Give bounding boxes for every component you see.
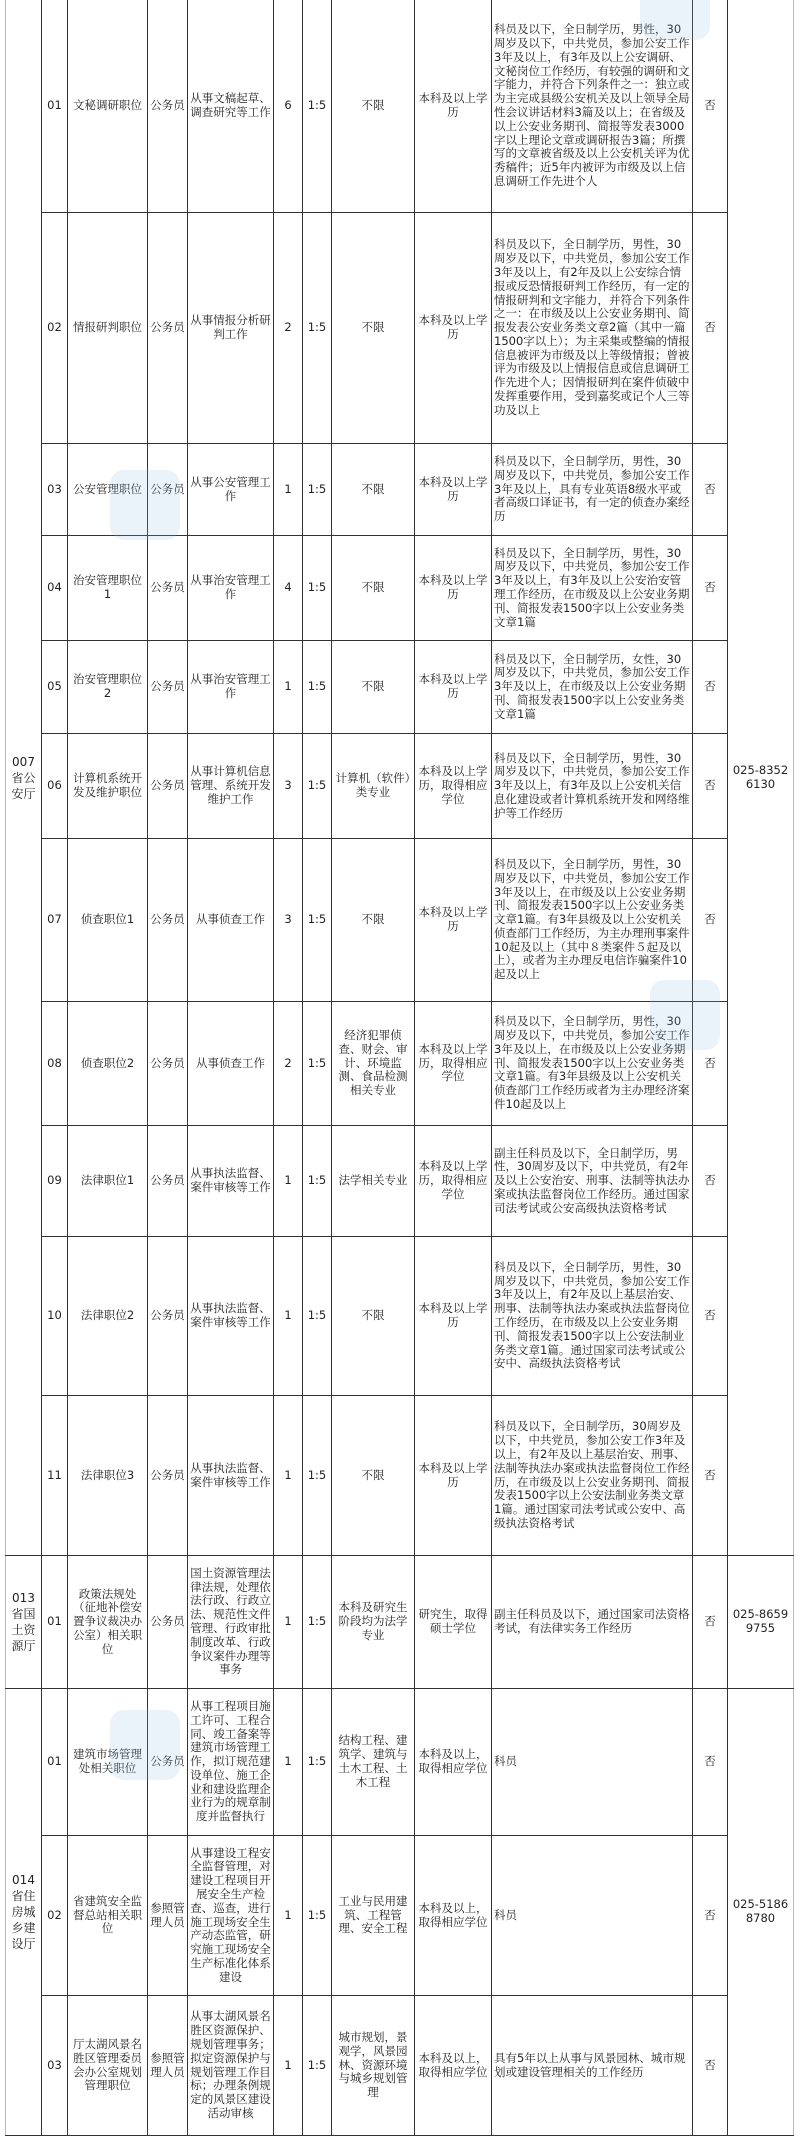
count-cell: 1: [274, 641, 303, 734]
edu-cell: 本科及以上学历: [415, 0, 492, 213]
edu-cell: 本科及以上学历: [415, 641, 492, 734]
department-code: 014: [12, 1873, 35, 1887]
major-cell: 不限: [332, 536, 415, 641]
ratio-cell: 1:5: [303, 641, 332, 734]
count-cell: 4: [274, 536, 303, 641]
department-code: 007: [12, 754, 35, 769]
major-cell: 工业与民用建筑、工程管理、安全工程: [332, 1836, 415, 1996]
edu-cell: 本科及以上学历，取得相应学位: [415, 734, 492, 839]
major-cell: 城市规划，景观学，风景园林、资源环境与城乡规划管理: [332, 1996, 415, 2136]
major-cell: 不限: [332, 213, 415, 444]
ratio-cell: 1:5: [303, 536, 332, 641]
duty-cell: 从事治安管理工作: [188, 641, 274, 734]
duty-cell: 从事文稿起草、调查研究等工作: [188, 0, 274, 213]
name-cell: 法律职位1: [68, 1126, 148, 1237]
code-cell: 06: [42, 734, 68, 839]
department-cell: [6, 0, 42, 1556]
name-cell: 治安管理职位2: [68, 641, 148, 734]
type-cell: 公务员: [148, 839, 188, 1002]
type-cell: 公务员: [148, 444, 188, 536]
exam-cell: 否: [693, 1126, 728, 1237]
other-cell: 科员及以下，全日制学历，男性，30周岁及以下，中共党员，参加公安工作3年及以上，在市级及以上公安业务期刊、简报发表1500字以上公安业务类文章1篇。有3年县级及以上公安机关侦查部门工作经历或者为主办理经济案件10起及以上: [492, 1002, 693, 1126]
ratio-cell: 1:5: [303, 1237, 332, 1396]
count-cell: 2: [274, 213, 303, 444]
count-cell: 1: [274, 1996, 303, 2136]
table-row: [6, 444, 794, 536]
table-row: [6, 734, 794, 839]
other-cell: 科员及以下，全日制学历，女性，30周岁及以下，中共党员，参加公安工作3年及以上，在市级及以上公安业务期刊、简报发表1500字以上公安业务类文章1篇: [492, 641, 693, 734]
type-cell: 公务员: [148, 1689, 188, 1836]
type-cell: 公务员: [148, 734, 188, 839]
count-cell: 3: [274, 839, 303, 1002]
code-cell: 08: [42, 1002, 68, 1126]
major-cell: 不限: [332, 1237, 415, 1396]
exam-cell: 否: [693, 1996, 728, 2136]
table-row: [6, 1002, 794, 1126]
name-cell: 省建筑安全监督总站相关职位: [68, 1836, 148, 1996]
table-row: [6, 1689, 794, 1836]
other-cell: 科员及以下，全日制学历，男性，30周岁及以下，中共党员，参加公安工作3年及以上，有3年及以上公安治安管理工作经历，在市级及以上公安业务期刊、简报发表1500字以上公安业务类文章1篇: [492, 536, 693, 641]
name-cell: 政策法规处（征地补偿安置争议裁决办公室）相关职位: [68, 1556, 148, 1689]
table-row: [6, 1836, 794, 1996]
other-cell: 科员及以下，全日制学历，男性，30周岁及以下，中共党员，参加公安工作3年及以上，具有专业英语8级水平或者高级口译证书，有一定的侦查办案经历: [492, 444, 693, 536]
department-name: 省公安厅: [11, 770, 36, 801]
code-cell: 10: [42, 1237, 68, 1396]
edu-cell: 本科及以上学历: [415, 839, 492, 1002]
edu-cell: 本科及以上学历: [415, 1237, 492, 1396]
ratio-cell: 1:5: [303, 839, 332, 1002]
department-cell: [6, 1556, 42, 1689]
name-cell: 法律职位2: [68, 1237, 148, 1396]
code-cell: 01: [42, 1556, 68, 1689]
type-cell: 公务员: [148, 1396, 188, 1556]
name-cell: 建筑市场管理处相关职位: [68, 1689, 148, 1836]
major-cell: 本科及研究生阶段均为法学专业: [332, 1556, 415, 1689]
edu-cell: 本科及以上学历: [415, 536, 492, 641]
ratio-cell: 1:5: [303, 734, 332, 839]
count-cell: 1: [274, 1556, 303, 1689]
count-cell: 3: [274, 734, 303, 839]
edu-cell: 本科及以上学历，取得相应学位: [415, 1002, 492, 1126]
ratio-cell: 1:5: [303, 0, 332, 213]
department-code: 013: [12, 1591, 35, 1605]
name-cell: 文秘调研职位: [68, 0, 148, 213]
duty-cell: 从事公安管理工作: [188, 444, 274, 536]
code-cell: 02: [42, 1836, 68, 1996]
duty-cell: 从事情报分析研判工作: [188, 213, 274, 444]
exam-cell: 否: [693, 641, 728, 734]
code-cell: 02: [42, 213, 68, 444]
name-cell: 法律职位3: [68, 1396, 148, 1556]
ratio-cell: 1:5: [303, 213, 332, 444]
edu-cell: 本科及以上学历: [415, 213, 492, 444]
other-cell: 科员: [492, 1689, 693, 1836]
duty-cell: 从事侦查工作: [188, 839, 274, 1002]
code-cell: 01: [42, 1689, 68, 1836]
code-cell: 03: [42, 1996, 68, 2136]
table-row: [6, 1237, 794, 1396]
phone-cell: 025-83526130: [728, 0, 794, 1556]
count-cell: 1: [274, 1836, 303, 1996]
duty-cell: 国土资源管理法律法规，处理依法行政、行政立法、规范性文件管理、行政审批制度改革、行政争议案件办理等事务: [188, 1556, 274, 1689]
phone-cell: 025-51868780: [728, 1689, 794, 2136]
recruitment-table: [5, 0, 794, 2136]
edu-cell: 本科及以上学历: [415, 1396, 492, 1556]
ratio-cell: 1:5: [303, 1396, 332, 1556]
duty-cell: 从事建设工程安全监督管理，对建设工程项目开展安全生产检查、巡查，进行施工现场安全生产动态监管，研究施工现场安全生产标准化体系建设: [188, 1836, 274, 1996]
edu-cell: 本科及以上，取得相应学位: [415, 1836, 492, 1996]
exam-cell: 否: [693, 1836, 728, 1996]
other-cell: 科员及以下，全日制学历，男性，30周岁及以下，中共党员，参加公安工作3年及以上，有2年及以上公安综合情报或反恐情报研判工作经历，有一定的情报研判和文字能力，并符合下列条件之一：在市级及以上公安业务期刊、简报发表公安业务类文章2篇（其中一篇1500字以上）；为主采集或整编的情报信息被评为市级及以上等级情报；曾被评为市级及以上情报信息或信息调研工作先进个人；因情报研判在案件侦破中发挥重要作用，受到嘉奖或记个人三等功及以上: [492, 213, 693, 444]
major-cell: 不限: [332, 641, 415, 734]
exam-cell: 否: [693, 213, 728, 444]
ratio-cell: 1:5: [303, 444, 332, 536]
exam-cell: 否: [693, 0, 728, 213]
duty-cell: 从事工程项目施工许可、工程合同、竣工备案等建筑市场管理工作，拟订规范建设单位、施工企业和建设监理企业行为的规章制度并监督执行: [188, 1689, 274, 1836]
major-cell: 结构工程、建筑学、建筑与土木工程、土木工程: [332, 1689, 415, 1836]
code-cell: 11: [42, 1396, 68, 1556]
ratio-cell: 1:5: [303, 1689, 332, 1836]
exam-cell: 否: [693, 1556, 728, 1689]
name-cell: 侦查职位1: [68, 839, 148, 1002]
major-cell: 不限: [332, 444, 415, 536]
ratio-cell: 1:5: [303, 1556, 332, 1689]
type-cell: 公务员: [148, 1002, 188, 1126]
name-cell: 厅太湖风景名胜区管理委员会办公室规划管理职位: [68, 1996, 148, 2136]
exam-cell: 否: [693, 1689, 728, 1836]
other-cell: 科员及以下，全日制学历，男性，30周岁及以下，中共党员，参加公安工作3年及以上，有3年及以上公安机关信息化建设或者计算机系统开发和网络维护等工作经历: [492, 734, 693, 839]
code-cell: 09: [42, 1126, 68, 1237]
other-cell: 副主任科员及以下，全日制学历，男性，30周岁及以下，中共党员，有2年及以上公安治安、刑事、法制等执法办案或执法监督岗位工作经历。通过国家司法考试或公安高级执法资格考试: [492, 1126, 693, 1237]
type-cell: 公务员: [148, 1237, 188, 1396]
code-cell: 03: [42, 444, 68, 536]
table-row: [6, 641, 794, 734]
exam-cell: 否: [693, 839, 728, 1002]
name-cell: 计算机系统开发及维护职位: [68, 734, 148, 839]
duty-cell: 从事执法监督、案件审核等工作: [188, 1396, 274, 1556]
duty-cell: 从事执法监督、案件审核等工作: [188, 1126, 274, 1237]
edu-cell: 本科及以上，取得相应学位: [415, 1996, 492, 2136]
name-cell: 治安管理职位1: [68, 536, 148, 641]
major-cell: 不限: [332, 839, 415, 1002]
table-row: [6, 1996, 794, 2136]
name-cell: 情报研判职位: [68, 213, 148, 444]
other-cell: 科员及以下，全日制学历，男性，30周岁及以下，中共党员，参加公安工作3年及以上，在市级及以上公安业务期刊、简报发表1500字以上公安业务类文章1篇。有3年县级及以上公安机关侦查部门工作经历，为主办理刑事案件10起及以上（其中８类案件５起及以上），或者为主办理反电信诈骗案件10起及以上: [492, 839, 693, 1002]
count-cell: 6: [274, 0, 303, 213]
name-cell: 公安管理职位: [68, 444, 148, 536]
table-row: [6, 1556, 794, 1689]
other-cell: 科员及以下，全日制学历，男性，30周岁及以下，中共党员，参加公安工作3年及以上，有2年及以上基层治安、刑事、法制等执法办案或执法监督岗位工作经历，在市级及以上公安业务期刊、简报发表1500字以上公安法制业务类文章1篇。通过国家司法考试或公安中、高级执法资格考试: [492, 1237, 693, 1396]
count-cell: 1: [274, 1126, 303, 1237]
edu-cell: 本科及以上学历，取得相应学位: [415, 1126, 492, 1237]
ratio-cell: 1:5: [303, 1996, 332, 2136]
exam-cell: 否: [693, 1002, 728, 1126]
department-name: 省国土资源厅: [11, 1607, 36, 1653]
ratio-cell: 1:5: [303, 1126, 332, 1237]
other-cell: 科员: [492, 1836, 693, 1996]
code-cell: 01: [42, 0, 68, 213]
other-cell: 科员及以下，全日制学历，30周岁及以下，中共党员，参加公安工作3年及以上，有2年及以上基层治安、刑事、法制等执法办案或执法监督岗位工作经历，在市级及以上公安业务期刊、简报发表1500字以上公安法制业务类文章1篇。通过国家司法考试或公安中、高级执法资格考试: [492, 1396, 693, 1556]
type-cell: 参照管理人员: [148, 1836, 188, 1996]
major-cell: 不限: [332, 1396, 415, 1556]
type-cell: 参照管理人员: [148, 1996, 188, 2136]
major-cell: 计算机（软件）类专业: [332, 734, 415, 839]
code-cell: 07: [42, 839, 68, 1002]
phone-cell: 025-86599755: [728, 1556, 794, 1689]
department-cell: [6, 1689, 42, 2136]
table-row: [6, 1126, 794, 1237]
duty-cell: 从事侦查工作: [188, 1002, 274, 1126]
other-cell: 科员及以下，全日制学历，男性，30周岁及以下，中共党员，参加公安工作3年及以上，有3年及以上公安调研、文秘岗位工作经历，有较强的调研和文字能力，并符合下列条件之一：独立或为主完成县级公安机关及以上领导全局性会议讲话材料3篇及以上；在省级及以上公安业务期刊、简报等发表3000字以上理论文章或调研报告3篇；所撰写的文章被省级及以上公安机关评为优秀稿件；近5年内被评为市级及以上信息调研工作先进个人: [492, 0, 693, 213]
major-cell: 经济犯罪侦查、财会、审计、环境监测、食品检测相关专业: [332, 1002, 415, 1126]
edu-cell: 本科及以上学历: [415, 444, 492, 536]
count-cell: 1: [274, 1396, 303, 1556]
name-cell: 侦查职位2: [68, 1002, 148, 1126]
type-cell: 公务员: [148, 1126, 188, 1237]
department-name: 省住房城乡建设厅: [11, 1889, 36, 1951]
count-cell: 1: [274, 1689, 303, 1836]
table-row: [6, 839, 794, 1002]
type-cell: 公务员: [148, 0, 188, 213]
type-cell: 公务员: [148, 641, 188, 734]
exam-cell: 否: [693, 734, 728, 839]
edu-cell: 研究生，取得硕士学位: [415, 1556, 492, 1689]
count-cell: 1: [274, 444, 303, 536]
table-row: [6, 0, 794, 213]
ratio-cell: 1:5: [303, 1836, 332, 1996]
table-row: [6, 1396, 794, 1556]
code-cell: 05: [42, 641, 68, 734]
ratio-cell: 1:5: [303, 1002, 332, 1126]
duty-cell: 从事太湖风景名胜区资源保护、规划管理事务；拟定资源保护与规划管理工作目标；办理条例规定的风景区建设活动审核: [188, 1996, 274, 2136]
edu-cell: 本科及以上，取得相应学位: [415, 1689, 492, 1836]
exam-cell: 否: [693, 1396, 728, 1556]
count-cell: 1: [274, 1237, 303, 1396]
type-cell: 公务员: [148, 1556, 188, 1689]
count-cell: 2: [274, 1002, 303, 1126]
other-cell: 副主任科员及以下，通过国家司法资格考试，有法律实务工作经历: [492, 1556, 693, 1689]
other-cell: 具有5年以上从事与风景园林、城市规划或建设管理相关的工作经历: [492, 1996, 693, 2136]
duty-cell: 从事计算机信息管理、系统开发维护工作: [188, 734, 274, 839]
exam-cell: 否: [693, 536, 728, 641]
table-body: [6, 0, 794, 2136]
exam-cell: 否: [693, 444, 728, 536]
exam-cell: 否: [693, 1237, 728, 1396]
duty-cell: 从事治安管理工作: [188, 536, 274, 641]
type-cell: 公务员: [148, 213, 188, 444]
table-row: [6, 213, 794, 444]
duty-cell: 从事执法监督、案件审核等工作: [188, 1237, 274, 1396]
type-cell: 公务员: [148, 536, 188, 641]
table-row: [6, 536, 794, 641]
major-cell: 不限: [332, 0, 415, 213]
code-cell: 04: [42, 536, 68, 641]
major-cell: 法学相关专业: [332, 1126, 415, 1237]
